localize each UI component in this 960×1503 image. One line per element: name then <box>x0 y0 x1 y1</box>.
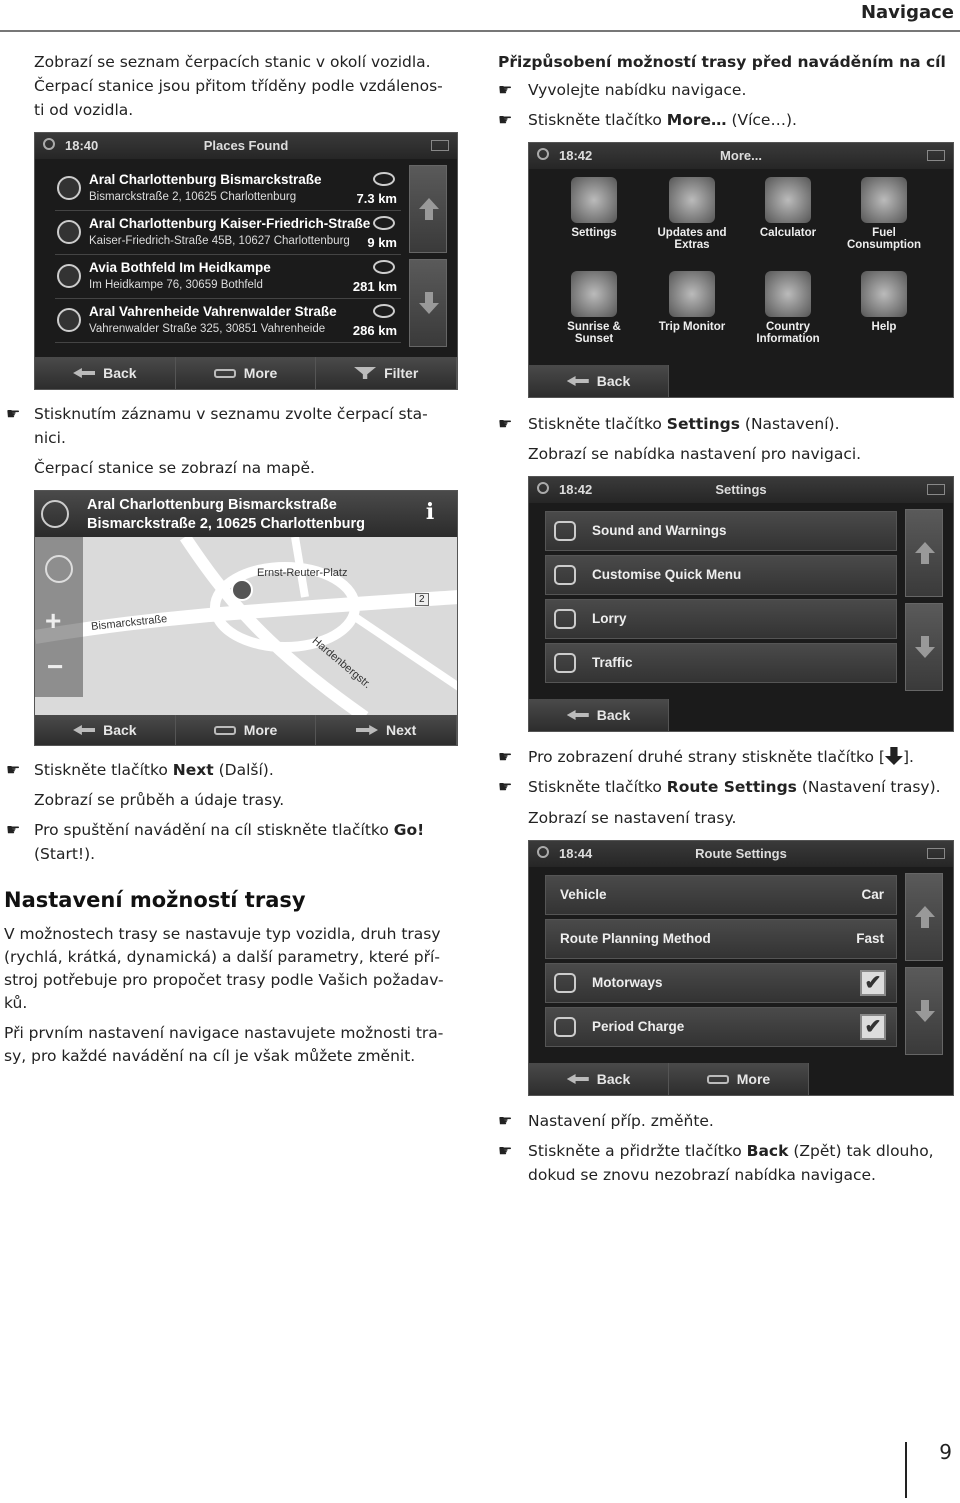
traffic-icon <box>554 653 576 673</box>
scroll-up-button[interactable] <box>409 165 447 253</box>
motorway-icon <box>554 973 576 993</box>
compass-icon[interactable] <box>45 555 73 583</box>
more-button[interactable] <box>669 1063 809 1095</box>
tile-label: Fuel Consumption <box>846 227 922 251</box>
bullet-icon: ☛ <box>6 760 21 779</box>
arrow-up-icon <box>915 906 935 928</box>
street-label: Hardenbergstr. <box>309 635 374 691</box>
more-label: More <box>243 365 278 381</box>
route-settings-screen <box>528 840 954 1096</box>
arrow-down-icon <box>915 636 935 658</box>
place-address: Kaiser-Friedrich-Straße 45B, 10627 Charlottenburg <box>89 235 350 247</box>
back-label: Back <box>103 722 137 738</box>
settings-item[interactable] <box>545 599 897 639</box>
paragraph-line: (rychlá, krátká, dynamická) a další parametry, které pří- <box>4 948 440 966</box>
step-hold-back <box>528 1139 934 1163</box>
step-select-station: Stisknutím záznamu v seznamu zvolte čerpací sta- <box>34 405 428 423</box>
step-settings-post: (Nastavení). <box>739 415 840 433</box>
next-label: Next <box>386 722 417 738</box>
more-button[interactable] <box>176 715 317 745</box>
step-settings-key: Settings <box>666 415 740 433</box>
setting-label: Route Planning Method <box>560 931 711 946</box>
bullet-icon: ☛ <box>498 747 513 766</box>
tile-label: Updates and Extras <box>657 227 727 251</box>
place-address: Bismarckstraße 2, 10625 Charlottenburg <box>89 191 297 203</box>
screen-title: Places Found <box>203 138 289 153</box>
step-more-pre: Stiskněte tlačítko <box>528 111 667 129</box>
intro-line-2: Čerpací stanice jsou přitom tříděny podle vzdálenos- <box>34 77 443 95</box>
list-item[interactable] <box>55 255 401 299</box>
bullet-icon: ☛ <box>498 80 513 99</box>
place-distance: 7.3 km <box>356 191 397 206</box>
bar-chart-icon <box>669 271 715 317</box>
back-button[interactable] <box>529 1063 669 1095</box>
tile-calculator[interactable] <box>743 173 833 259</box>
arrow-down-icon <box>885 747 903 765</box>
route-setting-motorways[interactable] <box>545 963 897 1003</box>
speaker-icon <box>554 521 576 541</box>
clock-time: 18:42 <box>559 482 593 497</box>
place-address: Vahrenwalder Straße 325, 30851 Vahrenheide <box>89 323 326 335</box>
setting-label: Period Charge <box>592 1019 685 1034</box>
header-rule <box>0 30 960 32</box>
route-setting-method[interactable] <box>545 919 897 959</box>
direction-icon <box>373 172 395 186</box>
map-controls <box>35 537 83 697</box>
places-found-screen <box>34 132 458 390</box>
fuel-station-marker-icon[interactable] <box>231 579 253 601</box>
checkbox[interactable]: ✔ <box>860 1014 886 1040</box>
screen-title: More... <box>720 148 762 163</box>
step-go-cont: (Start!). <box>34 845 96 863</box>
more-menu-screen <box>528 142 954 398</box>
place-distance: 281 km <box>352 279 397 294</box>
route-setting-vehicle[interactable] <box>545 875 897 915</box>
back-button[interactable] <box>529 365 669 397</box>
back-arrow-icon <box>73 725 95 735</box>
place-distance: 9 km <box>367 235 397 250</box>
more-label: More <box>243 722 278 738</box>
fuel-can-icon <box>861 177 907 223</box>
step-go <box>34 818 424 842</box>
page-number-rule <box>905 1442 907 1498</box>
back-label: Back <box>596 1071 631 1087</box>
step-more <box>528 108 797 132</box>
step-settings <box>528 412 840 436</box>
settings-item-label: Lorry <box>592 611 627 626</box>
battery-icon <box>927 484 945 495</box>
tile-trip-monitor[interactable] <box>647 267 737 353</box>
tile-label: Sunrise & Sunset <box>567 321 621 345</box>
quick-menu-icon <box>554 565 576 585</box>
status-bar <box>35 133 457 159</box>
sun-icon <box>571 271 617 317</box>
tile-sunrise[interactable] <box>549 267 639 353</box>
section-header: Navigace <box>860 2 954 23</box>
more-button[interactable] <box>176 357 317 389</box>
step-route-pre: Stiskněte tlačítko <box>528 778 667 796</box>
setting-label: Motorways <box>592 975 663 990</box>
paragraph-line: Při prvním nastavení navigace nastavujete možnosti tra- <box>4 1024 444 1042</box>
step-go-key: Go! <box>393 821 425 839</box>
intro-line-1: Zobrazí se seznam čerpacích stanic v okolí vozidla. <box>34 53 431 71</box>
back-button[interactable] <box>35 357 176 389</box>
bullet-icon: ☛ <box>498 414 513 433</box>
back-button[interactable] <box>35 715 176 745</box>
paragraph-line: ků. <box>4 994 28 1012</box>
step-next-pre: Stiskněte tlačítko <box>34 761 173 779</box>
route-setting-period-charge[interactable] <box>545 1007 897 1047</box>
back-label: Back <box>103 365 137 381</box>
bottom-bar <box>35 715 457 745</box>
arrow-down-icon <box>419 292 439 314</box>
place-name: Aral Charlottenburg Bismarckstraße <box>89 172 322 187</box>
tile-country-info[interactable] <box>743 267 833 353</box>
tile-fuel[interactable] <box>839 173 929 259</box>
arrow-up-icon <box>419 198 439 220</box>
tile-label: Country Information <box>756 321 820 345</box>
place-name: Aral Charlottenburg Kaiser-Friedrich-Straße <box>89 216 371 231</box>
more-icon <box>707 1075 729 1084</box>
place-name: Avia Bothfeld Im Heidkampe <box>89 260 271 275</box>
place-banner <box>35 491 457 537</box>
bottom-bar <box>529 1063 809 1095</box>
clock-time: 18:44 <box>559 846 593 861</box>
place-name: Aral Vahrenheide Vahrenwalder Straße <box>89 304 337 319</box>
step-next-post: (Další). <box>213 761 274 779</box>
place-distance: 286 km <box>352 323 397 338</box>
screen-title: Settings <box>715 482 767 497</box>
step-hold-key: Back <box>746 1142 789 1160</box>
bullet-icon: ☛ <box>498 110 513 129</box>
step-route-post: (Nastavení trasy). <box>796 778 941 796</box>
step-go-pre: Pro spuštění navádění na cíl stiskněte tlačítko <box>34 821 394 839</box>
bullet-icon: ☛ <box>498 1141 513 1160</box>
fuel-station-icon <box>57 308 81 332</box>
step-next-page <box>528 745 914 769</box>
tools-icon <box>571 177 617 223</box>
checkbox[interactable]: ✔ <box>860 970 886 996</box>
back-arrow-icon <box>567 376 589 386</box>
status-bar <box>529 841 953 867</box>
info-icon[interactable]: i <box>425 499 435 525</box>
step-route-key: Route Settings <box>666 778 797 796</box>
scroll-up-button[interactable] <box>905 873 943 961</box>
settings-item[interactable] <box>545 643 897 683</box>
filter-label: Filter <box>384 365 419 381</box>
bottom-bar <box>529 365 669 397</box>
step-next-page-text: Pro zobrazení druhé strany stiskněte tlačítko [ <box>528 748 885 766</box>
setting-label: Vehicle <box>560 887 607 902</box>
scroll-down-button[interactable] <box>409 259 447 347</box>
bottom-bar <box>35 357 457 389</box>
step-next-result: Zobrazí se průběh a údaje trasy. <box>34 791 285 809</box>
direction-icon <box>373 304 395 318</box>
step-more-key: More… <box>666 111 727 129</box>
road-number: 2 <box>415 593 429 606</box>
clock-time: 18:42 <box>559 148 593 163</box>
step-settings-result: Zobrazí se nabídka nastavení pro navigaci. <box>528 445 862 463</box>
tile-help[interactable] <box>839 267 929 353</box>
step-more-post: (Více…). <box>726 111 797 129</box>
lorry-icon <box>554 609 576 629</box>
page-number: 9 <box>939 1440 952 1464</box>
battery-icon <box>927 150 945 161</box>
tile-settings[interactable] <box>549 173 639 259</box>
back-arrow-icon <box>73 368 95 378</box>
map-screen <box>34 490 458 746</box>
fuel-station-icon <box>57 220 81 244</box>
section-title: Nastavení možností trasy <box>4 888 306 912</box>
setting-value: Car <box>861 887 884 902</box>
status-bar <box>529 477 953 503</box>
step-select-result: Čerpací stanice se zobrazí na mapě. <box>34 459 315 477</box>
settings-item[interactable] <box>545 555 897 595</box>
next-button[interactable] <box>316 715 457 745</box>
satellite-icon <box>669 177 715 223</box>
bottom-bar <box>529 699 669 731</box>
more-icon <box>214 369 236 378</box>
direction-icon <box>373 216 395 230</box>
street-label: Bismarckstraße <box>90 613 168 633</box>
fuel-station-icon <box>41 500 69 528</box>
tile-label: Help <box>871 321 897 333</box>
toll-icon <box>554 1017 576 1037</box>
back-arrow-icon <box>567 1074 589 1084</box>
bullet-icon: ☛ <box>498 1111 513 1130</box>
settings-screen <box>528 476 954 732</box>
more-icon <box>214 726 236 735</box>
back-button[interactable] <box>529 699 669 731</box>
calculator-icon <box>765 177 811 223</box>
filter-icon <box>354 367 376 379</box>
step-next <box>34 758 274 782</box>
tile-label: Calculator <box>759 227 817 239</box>
paragraph-line: sy, pro každé navádění na cíl je však můžete změnit. <box>4 1047 416 1065</box>
paragraph-line: V možnostech trasy se nastavuje typ vozidla, druh trasy <box>4 925 441 943</box>
street-label: Ernst-Reuter-Platz <box>257 567 348 579</box>
place-address: Bismarckstraße 2, 10625 Charlottenburg <box>87 516 366 532</box>
step-hold-post: (Zpět) tak dlouho, <box>788 1142 934 1160</box>
list-item[interactable] <box>55 299 401 343</box>
fuel-station-icon <box>57 176 81 200</box>
arrow-up-icon <box>915 542 935 564</box>
place-address: Im Heidkampe 76, 30659 Bothfeld <box>89 279 263 291</box>
back-label: Back <box>596 373 631 389</box>
more-label: More <box>736 1071 771 1087</box>
intro-line-3: ti od vozidla. <box>34 101 134 119</box>
info-icon <box>765 271 811 317</box>
clock-time: 18:40 <box>65 138 99 153</box>
fuel-station-icon <box>57 264 81 288</box>
tile-updates[interactable] <box>647 173 737 259</box>
subsection-heading: Přizpůsobení možností trasy před naváděním na cíl <box>498 53 946 71</box>
map-view[interactable] <box>35 537 457 715</box>
battery-icon <box>927 848 945 859</box>
back-label: Back <box>596 707 631 723</box>
settings-item-label: Sound and Warnings <box>592 523 727 538</box>
scroll-down-button[interactable] <box>905 603 943 691</box>
direction-icon <box>373 260 395 274</box>
step-route-settings <box>528 775 941 799</box>
place-name: Aral Charlottenburg Bismarckstraße <box>87 497 337 513</box>
step-hold-back-cont: dokud se znovu nezobrazí nabídka navigace. <box>528 1166 876 1184</box>
screen-title: Route Settings <box>695 846 787 861</box>
next-arrow-icon <box>356 725 378 735</box>
status-bar <box>529 143 953 169</box>
zoom-in-icon[interactable]: + <box>45 605 62 636</box>
lightbulb-icon <box>861 271 907 317</box>
step-hold-pre: Stiskněte a přidržte tlačítko <box>528 1142 747 1160</box>
step-next-key: Next <box>172 761 214 779</box>
filter-button[interactable] <box>316 357 457 389</box>
list-item[interactable] <box>55 167 401 211</box>
tile-label: Trip Monitor <box>658 321 726 333</box>
settings-item-label: Traffic <box>592 655 633 670</box>
settings-item[interactable] <box>545 511 897 551</box>
bullet-icon: ☛ <box>498 777 513 796</box>
step-next-page-end: ]. <box>902 748 914 766</box>
list-item[interactable] <box>55 211 401 255</box>
setting-value: Fast <box>856 931 884 946</box>
step-adjust: Nastavení příp. změňte. <box>528 1112 714 1130</box>
battery-icon <box>431 140 449 151</box>
settings-item-label: Customise Quick Menu <box>592 567 742 582</box>
scroll-up-button[interactable] <box>905 509 943 597</box>
paragraph-line: stroj potřebuje pro propočet trasy podle Vašich požadav- <box>4 971 444 989</box>
back-arrow-icon <box>567 710 589 720</box>
bullet-icon: ☛ <box>6 820 21 839</box>
step-route-result: Zobrazí se nastavení trasy. <box>528 809 737 827</box>
bullet-icon: ☛ <box>6 404 21 423</box>
step-settings-pre: Stiskněte tlačítko <box>528 415 667 433</box>
zoom-out-icon[interactable]: − <box>47 651 64 682</box>
arrow-down-icon <box>915 1000 935 1022</box>
scroll-down-button[interactable] <box>905 967 943 1055</box>
step-open-menu: Vyvolejte nabídku navigace. <box>528 81 747 99</box>
step-select-station-cont: nici. <box>34 429 66 447</box>
tile-label: Settings <box>571 227 617 239</box>
